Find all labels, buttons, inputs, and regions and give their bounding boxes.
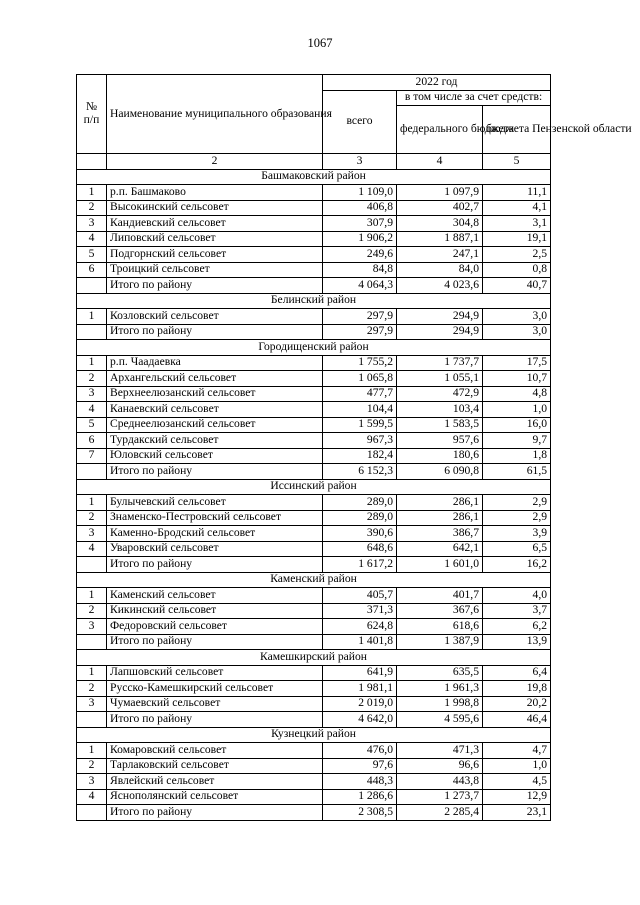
- total-value: 289,0: [323, 510, 397, 526]
- header-year: 2022 год: [323, 75, 551, 91]
- regional-value: 2,5: [483, 247, 551, 263]
- table-row: [77, 789, 551, 805]
- region-total-regional: 16,2: [483, 557, 551, 573]
- regional-value: 2,9: [483, 510, 551, 526]
- row-number: 2: [77, 200, 107, 216]
- row-number: 2: [77, 371, 107, 387]
- municipality-name: Яснополянский сельсовет: [107, 789, 323, 805]
- table-row: [77, 216, 551, 232]
- regional-value: 10,7: [483, 371, 551, 387]
- header-regional: бюджета Пензенской области: [483, 106, 551, 154]
- table-row: [77, 247, 551, 263]
- region-total-regional: 46,4: [483, 712, 551, 728]
- row-number: 2: [77, 510, 107, 526]
- federal-value: 96,6: [397, 758, 483, 774]
- table-row: [77, 231, 551, 247]
- row-number: 1: [77, 665, 107, 681]
- row-number: 3: [77, 696, 107, 712]
- region-name: Каменский район: [77, 572, 551, 588]
- regional-value: 2,9: [483, 495, 551, 511]
- table-row: [77, 774, 551, 790]
- federal-value: 1 887,1: [397, 231, 483, 247]
- total-value: 84,8: [323, 262, 397, 278]
- table-row: [77, 758, 551, 774]
- table-row: [77, 619, 551, 635]
- total-value: 1 599,5: [323, 417, 397, 433]
- municipality-name: Высокинский сельсовет: [107, 200, 323, 216]
- region-total-value: 4 064,3: [323, 278, 397, 294]
- region-total-regional: 40,7: [483, 278, 551, 294]
- region-name: Кузнецкий район: [77, 727, 551, 743]
- row-number-empty: [77, 712, 107, 728]
- region-header-row: [77, 169, 551, 185]
- federal-value: 635,5: [397, 665, 483, 681]
- table-row: [77, 448, 551, 464]
- total-value: 104,4: [323, 402, 397, 418]
- region-total-regional: 13,9: [483, 634, 551, 650]
- total-value: 641,9: [323, 665, 397, 681]
- federal-value: 103,4: [397, 402, 483, 418]
- row-number: 1: [77, 495, 107, 511]
- municipality-name: Троицкий сельсовет: [107, 262, 323, 278]
- region-name: Башмаковский район: [77, 169, 551, 185]
- federal-value: 1 583,5: [397, 417, 483, 433]
- region-total-regional: 3,0: [483, 324, 551, 340]
- municipality-name: Федоровский сельсовет: [107, 619, 323, 635]
- municipality-name: Каменский сельсовет: [107, 588, 323, 604]
- federal-value: 618,6: [397, 619, 483, 635]
- federal-value: 443,8: [397, 774, 483, 790]
- region-total-federal: 2 285,4: [397, 805, 483, 821]
- table-row: [77, 588, 551, 604]
- total-value: 405,7: [323, 588, 397, 604]
- region-total-row: [77, 464, 551, 480]
- row-number: 2: [77, 603, 107, 619]
- municipality-name: Лапшовский сельсовет: [107, 665, 323, 681]
- total-value: 967,3: [323, 433, 397, 449]
- region-total-federal: 4 595,6: [397, 712, 483, 728]
- regional-value: 12,9: [483, 789, 551, 805]
- regional-value: 6,5: [483, 541, 551, 557]
- row-number: 6: [77, 433, 107, 449]
- row-number: 5: [77, 417, 107, 433]
- region-total-row: [77, 557, 551, 573]
- table-row: [77, 541, 551, 557]
- federal-value: 247,1: [397, 247, 483, 263]
- regional-value: 1,8: [483, 448, 551, 464]
- municipality-name: Среднеелюзанский сельсовет: [107, 417, 323, 433]
- table-row: [77, 495, 551, 511]
- table-row: [77, 200, 551, 216]
- federal-value: 1 737,7: [397, 355, 483, 371]
- region-total-federal: 1 601,0: [397, 557, 483, 573]
- regional-value: 16,0: [483, 417, 551, 433]
- table-row: [77, 681, 551, 697]
- region-total-row: [77, 805, 551, 821]
- municipality-name: Русско-Камешкирский сельсовет: [107, 681, 323, 697]
- total-value: 307,9: [323, 216, 397, 232]
- regional-value: 17,5: [483, 355, 551, 371]
- regional-value: 4,8: [483, 386, 551, 402]
- municipality-name: р.п. Башмаково: [107, 185, 323, 201]
- federal-value: 642,1: [397, 541, 483, 557]
- header-federal: федерального бюджета: [397, 106, 483, 154]
- col-number-1: [77, 154, 107, 170]
- total-value: 648,6: [323, 541, 397, 557]
- total-value: 477,7: [323, 386, 397, 402]
- row-number: 6: [77, 262, 107, 278]
- funding-table: [76, 74, 632, 821]
- region-total-row: [77, 712, 551, 728]
- regional-value: 19,1: [483, 231, 551, 247]
- total-value: 1 109,0: [323, 185, 397, 201]
- table-row: [77, 526, 551, 542]
- region-header-row: [77, 727, 551, 743]
- row-number: 1: [77, 743, 107, 759]
- regional-value: 1,0: [483, 758, 551, 774]
- federal-value: 180,6: [397, 448, 483, 464]
- total-value: 297,9: [323, 309, 397, 325]
- municipality-name: Архангельский сельсовет: [107, 371, 323, 387]
- total-value: 2 019,0: [323, 696, 397, 712]
- header-name: Наименование муниципального образования: [107, 75, 323, 154]
- region-header-row: [77, 572, 551, 588]
- federal-value: 401,7: [397, 588, 483, 604]
- municipality-name: Уваровский сельсовет: [107, 541, 323, 557]
- row-number-empty: [77, 464, 107, 480]
- total-value: 1 065,8: [323, 371, 397, 387]
- total-value: 406,8: [323, 200, 397, 216]
- region-total-row: [77, 324, 551, 340]
- row-number-empty: [77, 557, 107, 573]
- municipality-name: Козловский сельсовет: [107, 309, 323, 325]
- region-header-row: [77, 340, 551, 356]
- page-number: 1067: [307, 36, 333, 50]
- row-number: 7: [77, 448, 107, 464]
- region-total-federal: 294,9: [397, 324, 483, 340]
- regional-value: 4,0: [483, 588, 551, 604]
- regional-value: 3,9: [483, 526, 551, 542]
- table-row: [77, 309, 551, 325]
- region-total-federal: 1 387,9: [397, 634, 483, 650]
- region-total-value: 1 401,8: [323, 634, 397, 650]
- federal-value: 294,9: [397, 309, 483, 325]
- federal-value: 1 961,3: [397, 681, 483, 697]
- table-row: [77, 603, 551, 619]
- municipality-name: Турдакский сельсовет: [107, 433, 323, 449]
- total-value: 182,4: [323, 448, 397, 464]
- region-total-regional: 23,1: [483, 805, 551, 821]
- table-row: [77, 386, 551, 402]
- row-number: 2: [77, 758, 107, 774]
- region-total-value: 1 617,2: [323, 557, 397, 573]
- federal-value: 286,1: [397, 510, 483, 526]
- municipality-name: Чумаевский сельсовет: [107, 696, 323, 712]
- region-header-row: [77, 479, 551, 495]
- row-number-empty: [77, 278, 107, 294]
- federal-value: 286,1: [397, 495, 483, 511]
- row-number: 4: [77, 789, 107, 805]
- col-number-4: 4: [397, 154, 483, 170]
- region-total-value: 6 152,3: [323, 464, 397, 480]
- municipality-name: Юловский сельсовет: [107, 448, 323, 464]
- federal-value: 957,6: [397, 433, 483, 449]
- federal-value: 304,8: [397, 216, 483, 232]
- federal-value: 1 998,8: [397, 696, 483, 712]
- municipality-name: Подгорнский сельсовет: [107, 247, 323, 263]
- region-total-label: Итого по району: [107, 805, 323, 821]
- table-row: [77, 262, 551, 278]
- table-row: [77, 417, 551, 433]
- region-total-label: Итого по району: [107, 634, 323, 650]
- table-row: [77, 402, 551, 418]
- federal-value: 367,6: [397, 603, 483, 619]
- total-value: 1 906,2: [323, 231, 397, 247]
- federal-value: 472,9: [397, 386, 483, 402]
- total-value: 390,6: [323, 526, 397, 542]
- region-total-regional: 61,5: [483, 464, 551, 480]
- row-number: 3: [77, 386, 107, 402]
- municipality-name: р.п. Чаадаевка: [107, 355, 323, 371]
- federal-value: 84,0: [397, 262, 483, 278]
- regional-value: 0,8: [483, 262, 551, 278]
- region-header-row: [77, 293, 551, 309]
- header-incl: в том числе за счет средств:: [397, 90, 551, 106]
- regional-value: 3,1: [483, 216, 551, 232]
- row-number: 2: [77, 681, 107, 697]
- region-name: Белинский район: [77, 293, 551, 309]
- row-number: 1: [77, 355, 107, 371]
- table-row: [77, 696, 551, 712]
- municipality-name: Комаровский сельсовет: [107, 743, 323, 759]
- municipality-name: Тарлаковский сельсовет: [107, 758, 323, 774]
- region-total-label: Итого по району: [107, 712, 323, 728]
- col-number-2: 2: [107, 154, 323, 170]
- municipality-name: Липовский сельсовет: [107, 231, 323, 247]
- region-total-row: [77, 634, 551, 650]
- table-row: [77, 185, 551, 201]
- total-value: 448,3: [323, 774, 397, 790]
- regional-value: 20,2: [483, 696, 551, 712]
- row-number: 3: [77, 216, 107, 232]
- header-row-year: [77, 75, 551, 91]
- regional-value: 4,5: [483, 774, 551, 790]
- total-value: 1 286,6: [323, 789, 397, 805]
- row-number: 3: [77, 526, 107, 542]
- regional-value: 1,0: [483, 402, 551, 418]
- row-number: 1: [77, 588, 107, 604]
- regional-value: 3,7: [483, 603, 551, 619]
- regional-value: 3,0: [483, 309, 551, 325]
- total-value: 371,3: [323, 603, 397, 619]
- municipality-name: Верхнеелюзанский сельсовет: [107, 386, 323, 402]
- regional-value: 4,1: [483, 200, 551, 216]
- table-row: [77, 665, 551, 681]
- row-number: 4: [77, 402, 107, 418]
- table-row: [77, 743, 551, 759]
- row-number: 4: [77, 541, 107, 557]
- region-header-row: [77, 650, 551, 666]
- table-row: [77, 433, 551, 449]
- federal-value: 386,7: [397, 526, 483, 542]
- municipality-name: Кандиевский сельсовет: [107, 216, 323, 232]
- municipality-name: Знаменско-Пестровский сельсовет: [107, 510, 323, 526]
- col-number-5: 5: [483, 154, 551, 170]
- region-total-row: [77, 278, 551, 294]
- col-number-3: 3: [323, 154, 397, 170]
- region-total-label: Итого по району: [107, 324, 323, 340]
- municipality-name: Каменно-Бродский сельсовет: [107, 526, 323, 542]
- row-number: 1: [77, 309, 107, 325]
- region-total-value: 297,9: [323, 324, 397, 340]
- table-row: [77, 371, 551, 387]
- header-num: № п/п: [77, 75, 107, 154]
- region-total-label: Итого по району: [107, 464, 323, 480]
- table-row: [77, 510, 551, 526]
- row-number: 3: [77, 619, 107, 635]
- total-value: 624,8: [323, 619, 397, 635]
- municipality-name: Явлейский сельсовет: [107, 774, 323, 790]
- federal-value: 1 273,7: [397, 789, 483, 805]
- total-value: 476,0: [323, 743, 397, 759]
- region-name: Городищенский район: [77, 340, 551, 356]
- row-number: 5: [77, 247, 107, 263]
- federal-value: 1 055,1: [397, 371, 483, 387]
- region-total-label: Итого по району: [107, 278, 323, 294]
- region-total-federal: 4 023,6: [397, 278, 483, 294]
- regional-value: 6,4: [483, 665, 551, 681]
- federal-value: 471,3: [397, 743, 483, 759]
- regional-value: 19,8: [483, 681, 551, 697]
- regional-value: 9,7: [483, 433, 551, 449]
- row-number: 3: [77, 774, 107, 790]
- header-col-numbers: [77, 154, 551, 170]
- municipality-name: Кикинский сельсовет: [107, 603, 323, 619]
- federal-value: 1 097,9: [397, 185, 483, 201]
- region-total-value: 2 308,5: [323, 805, 397, 821]
- regional-value: 11,1: [483, 185, 551, 201]
- municipality-name: Булычевский сельсовет: [107, 495, 323, 511]
- table-row: [77, 355, 551, 371]
- total-value: 97,6: [323, 758, 397, 774]
- row-number: 4: [77, 231, 107, 247]
- municipality-name: Канаевский сельсовет: [107, 402, 323, 418]
- region-name: Камешкирский район: [77, 650, 551, 666]
- regional-value: 6,2: [483, 619, 551, 635]
- row-number-empty: [77, 805, 107, 821]
- row-number: 1: [77, 185, 107, 201]
- region-total-federal: 6 090,8: [397, 464, 483, 480]
- total-value: 1 755,2: [323, 355, 397, 371]
- regional-value: 4,7: [483, 743, 551, 759]
- region-total-label: Итого по району: [107, 557, 323, 573]
- total-value: 289,0: [323, 495, 397, 511]
- row-number-empty: [77, 634, 107, 650]
- region-total-value: 4 642,0: [323, 712, 397, 728]
- header-total: всего: [323, 90, 397, 154]
- total-value: 1 981,1: [323, 681, 397, 697]
- region-name: Иссинский район: [77, 479, 551, 495]
- row-number-empty: [77, 324, 107, 340]
- federal-value: 402,7: [397, 200, 483, 216]
- total-value: 249,6: [323, 247, 397, 263]
